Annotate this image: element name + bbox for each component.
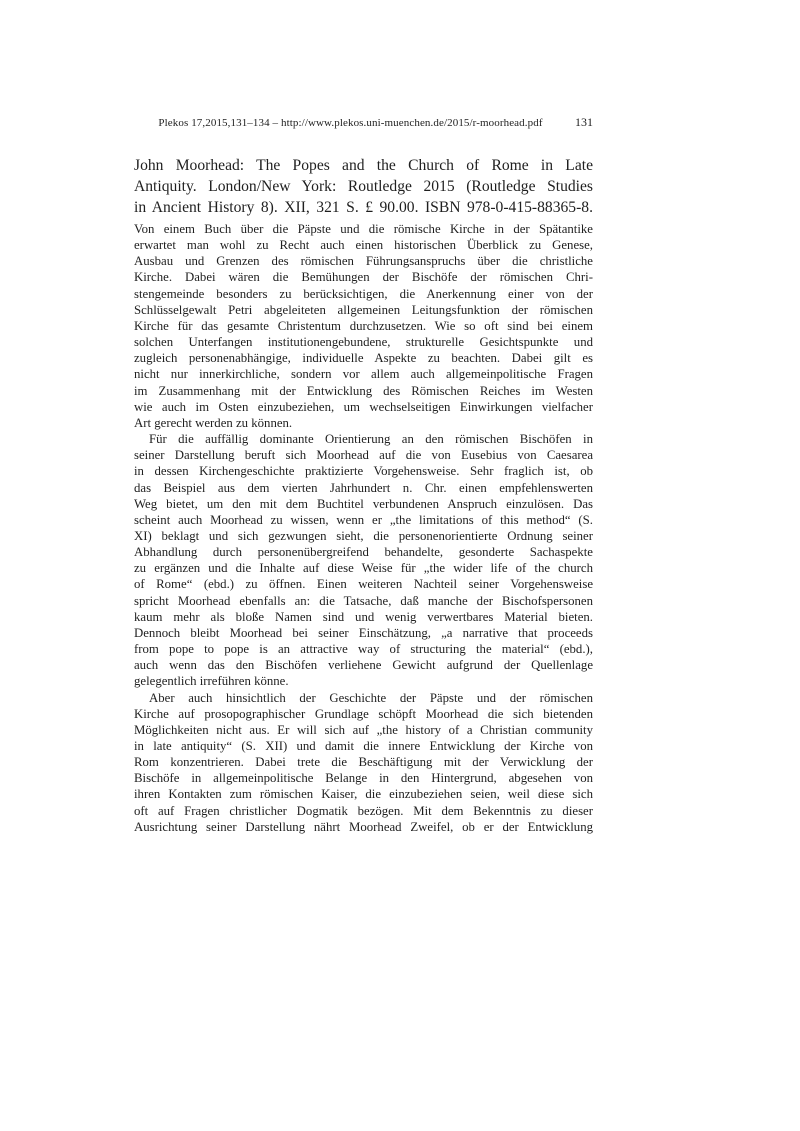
text-line: in late antiquity“ (S. XII) und damit die innere Entwicklung der Kirche von (134, 739, 593, 753)
text-line: Aber auch hinsichtlich der Geschichte der Päpste und der römischen (149, 690, 593, 705)
text-line: seiner Darstellung beruft sich Moorhead auf die von Eusebius von Caesarea (134, 448, 593, 463)
review-body (134, 221, 593, 835)
text-line: Ausrichtung seiner Darstellung nährt Moorhead Zweifel, ob er der Entwicklung (134, 819, 593, 834)
page-number: 131 (575, 115, 593, 129)
text-line: from pope to pope is an attractive way of structuring the material“ (ebd.), (134, 642, 593, 657)
title-line: Antiquity. London/New York: Routledge 2015 (Routledge Studies (134, 178, 593, 195)
text-line: ihren Kontakten zum römischen Kaiser, die einzubeziehen seien, weil diese sich (134, 787, 593, 802)
text-line: Art gerecht werden zu können. (134, 415, 293, 430)
text-line: Kirche auf prosopographischer Grundlage schöpft Moorhead die sich bietenden (134, 706, 593, 721)
text-line: kaum mehr als bloße Namen sind und wenig verwertbares Material bieten. (134, 609, 593, 624)
title-line: John Moorhead: The Popes and the Church of Rome in Late (134, 157, 593, 174)
text-line: Für die auffällig dominante Orientierung an den römischen Bischöfen in (149, 432, 593, 447)
text-line: zugleich personenabhängige, individuelle Aspekte zu beachten. Dabei gilt es (134, 351, 593, 366)
text-line: Kirche für das gesamte Christentum durchzusetzen. Wie so oft sind bei einem (134, 318, 593, 333)
text-line: wie auch im Osten einzubeziehen, um wechselseitigen Einwirkungen vielfacher (134, 399, 593, 414)
text-line: of Rome“ (ebd.) zu öffnen. Einen weiteren Nachteil seiner Vorgehensweise (134, 577, 593, 592)
text-line: solchen Unterfangen institutionengebundene, strukturelle Gesichtspunkte und (134, 335, 593, 350)
text-line: Abhandlung durch personenübergreifend behandelte, gesonderte Sachaspekte (134, 545, 593, 560)
text-line: Schlüsselgewalt Petri abgeleiteten allgemeinen Leitungsfunktion der römischen (134, 302, 593, 317)
text-line: in dessen Kirchengeschichte praktizierte Vorgehensweise. Sehr fraglich ist, ob (134, 464, 593, 479)
text-line: scheint auch Moorhead zu wissen, wenn er „the limitations of this method“ (S. (134, 512, 593, 527)
text-line: zu ergänzen und die Inhalte auf diese Weise für „the wider life of the church (134, 561, 593, 576)
book-title (134, 155, 593, 218)
text-line: auch wenn das den Bischöfen verliehene Gewicht aufgrund der Quellenlage (134, 658, 593, 673)
text-line: Kirche. Dabei wären die Bemühungen der Bischöfe der römischen Chri- (134, 270, 593, 285)
text-line: Rom konzentrieren. Dabei trete die Beschäftigung mit der Verwicklung der (134, 755, 593, 770)
text-line: stengemeinde besonders zu berücksichtigen, die Anerkennung einer von der (134, 286, 593, 301)
text-line: XI) beklagt und sich gezwungen sieht, die personenorientierte Ordnung seiner (134, 528, 593, 543)
text-line: Bischöfe in allgemeinpolitische Belange in den Hintergrund, abgesehen von (134, 771, 593, 786)
text-line: im Zusammenhang mit der Entwicklung des Römischen Reiches im Westen (134, 383, 593, 398)
text-line: Weg bietet, um den mit dem Buchtitel verbundenen Anspruch einzulösen. Das (134, 496, 593, 511)
text-line: gelegentlich irreführen könne. (134, 674, 289, 689)
text-line: Ausbau und Grenzen des römischen Führungsanspruchs über die christliche (134, 254, 593, 269)
text-line: Möglichkeiten nicht aus. Er will sich auf „the history of a Christian community (134, 722, 593, 737)
paragraph (134, 431, 593, 690)
text-line: oft auf Fragen christlicher Dogmatik bezögen. Mit dem Bekenntnis zu dieser (134, 803, 593, 818)
paragraph (134, 690, 593, 835)
running-header (134, 116, 593, 132)
text-line: das Beispiel aus dem vierten Jahrhundert n. Chr. einen empfehlenswerten (134, 480, 593, 495)
title-line: in Ancient History 8). XII, 321 S. £ 90.00. ISBN 978-0-415-88365-8. (134, 199, 593, 216)
text-line: nicht nur innerkirchliche, sondern vor allem auch allgemeinpolitische Fragen (134, 367, 593, 382)
text-line: spricht Moorhead ebenfalls an: die Tatsache, daß manche der Bischofspersonen (134, 593, 593, 608)
paragraph (134, 221, 593, 431)
text-line: Dennoch bleibt Moorhead bei seiner Einschätzung, „a narrative that proceeds (134, 625, 593, 640)
text-line: Von einem Buch über die Päpste und die römische Kirche in der Spätantike (134, 222, 593, 236)
text-line: erwartet man wohl zu Recht auch einen historischen Überblick zu Genese, (134, 238, 593, 253)
journal-citation: Plekos 17,2015,131–134 – http://www.plekos.uni-muenchen.de/2015/r-moorhead.pdf (158, 117, 543, 129)
